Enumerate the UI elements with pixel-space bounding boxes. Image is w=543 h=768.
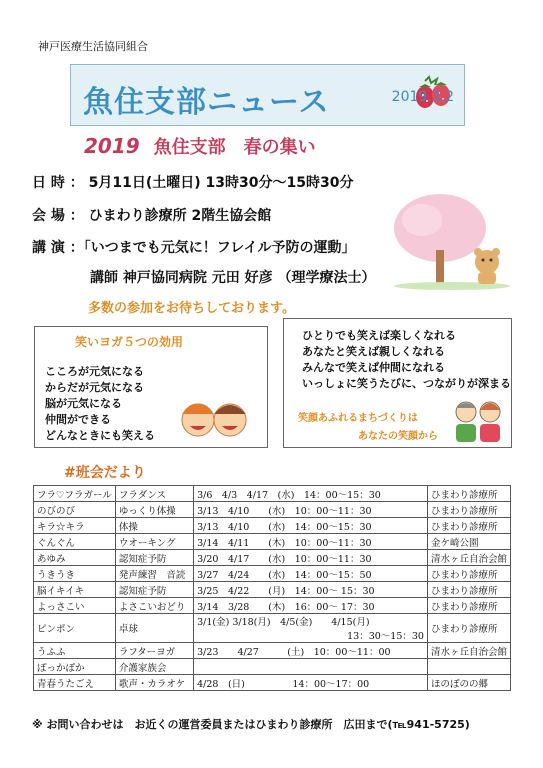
activity-cell: ゆっくり体操	[115, 502, 193, 518]
club-name-cell: のびのび	[34, 502, 116, 518]
schedule-cell	[194, 550, 428, 566]
activity-cell: 発声練習 音読	[115, 566, 193, 582]
table-row	[34, 675, 511, 691]
info-lecturer: 講師 神戸協同病院 元田 好彦 （理学療法士）	[90, 270, 376, 286]
club-schedule-table	[33, 485, 511, 691]
yoga-item: 仲間ができる	[45, 413, 111, 426]
laugh-line: いっしょに笑うたびに、つながりが深まる	[302, 377, 511, 390]
schedule-line: 3/13 4/10 (水) 14：00～15：30	[197, 521, 372, 533]
laugh-line: みんなで笑えば仲間になれる	[302, 361, 445, 374]
activity-cell: 認知症予防	[115, 550, 193, 566]
table-row	[34, 518, 511, 534]
club-name-cell: フラ♡フラガール	[34, 486, 116, 502]
activity-cell: よさこいおどり	[115, 598, 193, 614]
schedule-cell	[194, 614, 428, 643]
schedule-cell	[194, 534, 428, 550]
info-lecture: 講 演 ：「いつまでも元気に！フレイル予防の運動」	[32, 240, 356, 256]
yoga-item: こころが元気になる	[45, 365, 144, 378]
table-row	[34, 659, 511, 675]
schedule-line: 3/13 4/10 (水) 10：00～11：30	[197, 505, 372, 517]
location-cell: ひまわり診療所	[427, 582, 510, 598]
location-cell: ひまわり診療所	[427, 614, 510, 643]
yoga-item: 脳が元気になる	[45, 397, 122, 410]
schedule-line: 4/28 (日) 14：00～17：00	[197, 678, 370, 690]
schedule-line: 13：30～15：30	[347, 631, 424, 642]
schedule-line: 3/20 4/17 (水) 10：00～11：30	[197, 553, 372, 565]
schedule-line: 3/25 4/22 (月) 14：00～ 15：30	[197, 585, 375, 597]
location-cell: 金ケ崎公園	[427, 534, 510, 550]
schedule-line: 3/14 4/11 (木) 10：00～11：30	[197, 537, 372, 549]
club-name-cell: ピンポン	[34, 614, 116, 643]
location-cell: ひまわり診療所	[427, 486, 510, 502]
schedule-cell	[194, 675, 428, 691]
club-name-cell: 青春うたごえ	[34, 675, 116, 691]
table-row	[34, 643, 511, 659]
location-cell: ほのぼのの郷	[427, 675, 510, 691]
club-name-cell: 脳イキイキ	[34, 582, 116, 598]
event-year: 2019	[84, 134, 140, 158]
slogan-line2: あなたの笑顔から	[358, 431, 438, 442]
club-name-cell: うふふ	[34, 643, 116, 659]
schedule-cell	[194, 659, 428, 675]
schedule-line: 3/1(金) 3/18(月) 4/5(金) 4/15(月)	[197, 617, 370, 628]
table-row	[34, 550, 511, 566]
location-cell: ひまわり診療所	[427, 598, 510, 614]
org-name: 神戸医療生活協同組合	[38, 40, 148, 53]
schedule-cell	[194, 643, 428, 659]
schedule-cell	[194, 598, 428, 614]
club-name-cell: ぐんぐん	[34, 534, 116, 550]
table-row	[34, 614, 511, 643]
activity-cell: フラダンス	[115, 486, 193, 502]
location-cell: 清水ヶ丘自治会館	[427, 643, 510, 659]
activity-cell: 認知症予防	[115, 582, 193, 598]
schedule-line: 3/27 4/24 (水) 14：00～15：50	[197, 569, 372, 581]
schedule-cell	[194, 486, 428, 502]
location-cell: ひまわり診療所	[427, 518, 510, 534]
table-row	[34, 534, 511, 550]
club-name-cell: よっさこい	[34, 598, 116, 614]
location-cell: ひまわり診療所	[427, 502, 510, 518]
schedule-cell	[194, 502, 428, 518]
club-name-cell: うきうき	[34, 566, 116, 582]
table-row	[34, 582, 511, 598]
laughing-kids-icon	[178, 392, 250, 442]
club-section-title: #班会だより	[64, 465, 146, 481]
schedule-line: 3/23 4/27 (土) 10：00～11：00	[197, 646, 391, 658]
table-row	[34, 598, 511, 614]
yoga-item: からだが元気になる	[45, 381, 144, 394]
table-row	[34, 566, 511, 582]
smiling-couple-icon	[450, 396, 506, 444]
event-title: 魚住支部 春の集い	[153, 137, 316, 158]
club-name-cell: ぽっかぽか	[34, 659, 116, 675]
invitation-text: 多数の参加をお待ちしております。	[88, 301, 295, 316]
location-cell	[427, 659, 510, 675]
info-datetime: 日 時 ： 5月11日(土曜日) 13時30分～15時30分	[32, 175, 354, 191]
slogan-line1: 笑顔あふれるまちづくりは	[298, 413, 418, 424]
yoga-title: 笑いヨガ５つの効用	[75, 335, 184, 349]
laugh-line: あなたと笑えば親しくなれる	[302, 345, 445, 358]
schedule-cell	[194, 582, 428, 598]
table-row	[34, 486, 511, 502]
club-name-cell: あゆみ	[34, 550, 116, 566]
event-headline	[84, 133, 316, 159]
activity-cell: ラフターヨガ	[115, 643, 193, 659]
location-cell: 清水ヶ丘自治会館	[427, 550, 510, 566]
location-cell: ひまわり診療所	[427, 566, 510, 582]
activity-cell: ウオーキング	[115, 534, 193, 550]
schedule-line: 3/6 4/3 4/17 (水) 14：00～15：30	[197, 489, 381, 501]
club-name-cell: キラ☆キラ	[34, 518, 116, 534]
schedule-cell	[194, 518, 428, 534]
table-row	[34, 502, 511, 518]
laugh-line: ひとりでも笑えば楽しくなれる	[302, 329, 456, 342]
info-venue: 会 場 ： ひまわり診療所 2階生協会館	[32, 208, 272, 224]
activity-cell: 介護家族会	[115, 659, 193, 675]
schedule-line: 3/14 3/28 (木) 16：00～ 17：30	[197, 601, 375, 613]
title-banner	[70, 64, 465, 126]
yoga-item: どんなときにも笑える	[45, 429, 155, 442]
issue-date: 2019.3.2	[391, 89, 454, 105]
contact-footer: ※ お問い合わせは お近くの運営委員またはひまわり診療所 広田まで(℡941-5725)	[32, 718, 470, 731]
activity-cell: 歌声・カラオケ	[115, 675, 193, 691]
cherry-tree-icon	[392, 190, 514, 290]
activity-cell: 体操	[115, 518, 193, 534]
schedule-cell	[194, 566, 428, 582]
activity-cell: 卓球	[115, 614, 193, 643]
newsletter-title: 魚住支部ニュース	[83, 85, 330, 120]
